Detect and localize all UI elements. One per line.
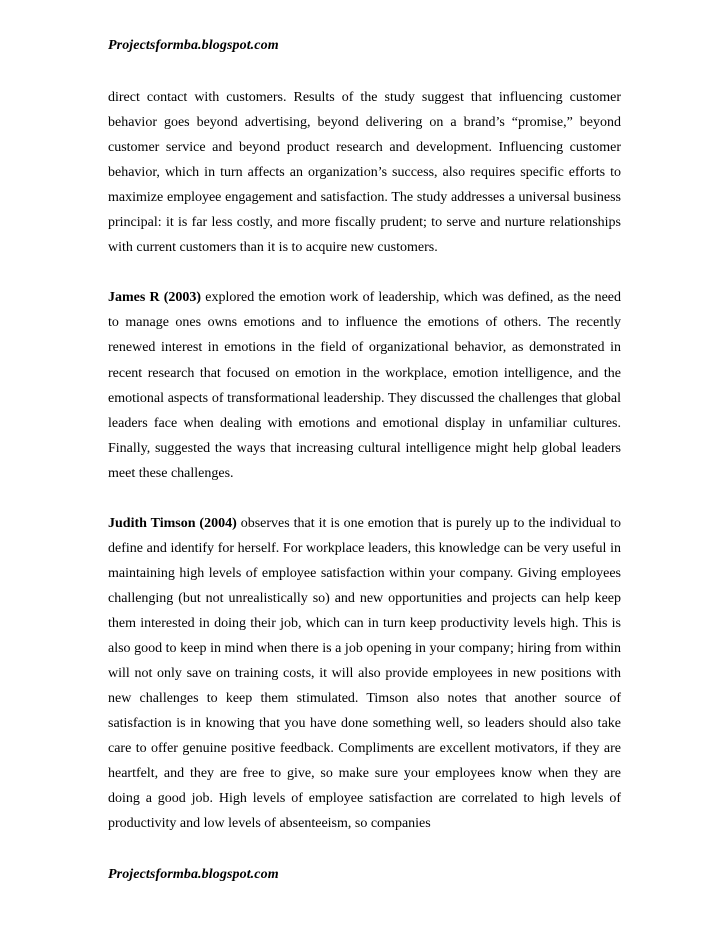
citation-author: James R (2003) <box>108 290 202 306</box>
document-body <box>108 85 621 861</box>
paragraph-text: observes that it is one emotion that is purely up to the individual to define and identify for herself. For workplace leaders, this knowledge can be very useful in maintaining high levels of employee satisfaction within your company. Giving employees challenging (but not unrealistically so) and new opportunities and projects can help keep them interested in doing their job, which can in turn keep productivity levels high. This is also good to keep in mind when there is a job opening in your company; hiring from within will not only save on training costs, it will also provide employees in new positions with new challenges to keep them stimulated. Timson also notes that another source of satisfaction is in knowing that you have done something well, so leaders should also take care to offer genuine positive feedback. Compliments are excellent motivators, if they are heartfelt, and they are free to give, so make sure your employees know when they are doing a good job. High levels of employee satisfaction are correlated to high levels of productivity and low levels of absenteeism, so companies <box>108 515 621 832</box>
paragraph-judith-timson <box>108 511 621 837</box>
paragraph-text: explored the emotion work of leadership, which was defined, as the need to manage ones owns emotions and to influence the emotions of others. The recently renewed interest in emotions in the field of organizational behavior, as demonstrated in recent research that focused on emotion in the workplace, emotion intelligence, and the emotional aspects of transformational leadership. They discussed the challenges that global leaders face when dealing with emotions and emotional display in unfamiliar cultures. Finally, suggested the ways that increasing cultural intelligence might help global leaders meet these challenges. <box>108 290 622 481</box>
page-header: Projectsformba.blogspot.com <box>108 38 279 53</box>
paragraph-james-r <box>108 285 621 485</box>
page-footer: Projectsformba.blogspot.com <box>108 867 279 882</box>
citation-author: Judith Timson (2004) <box>108 515 237 531</box>
paragraph-text: direct contact with customers. Results of the study suggest that influencing customer behavior goes beyond advertising, beyond delivering on a brand’s “promise,” beyond customer service and beyond product research and development. Influencing customer behavior, which in turn affects an organization’s success, also requires specific efforts to maximize employee engagement and satisfaction. The study addresses a universal business principal: it is far less costly, and more fiscally prudent; to serve and nurture relationships with current customers than it is to acquire new customers. <box>108 90 621 256</box>
paragraph-intro <box>108 85 621 260</box>
